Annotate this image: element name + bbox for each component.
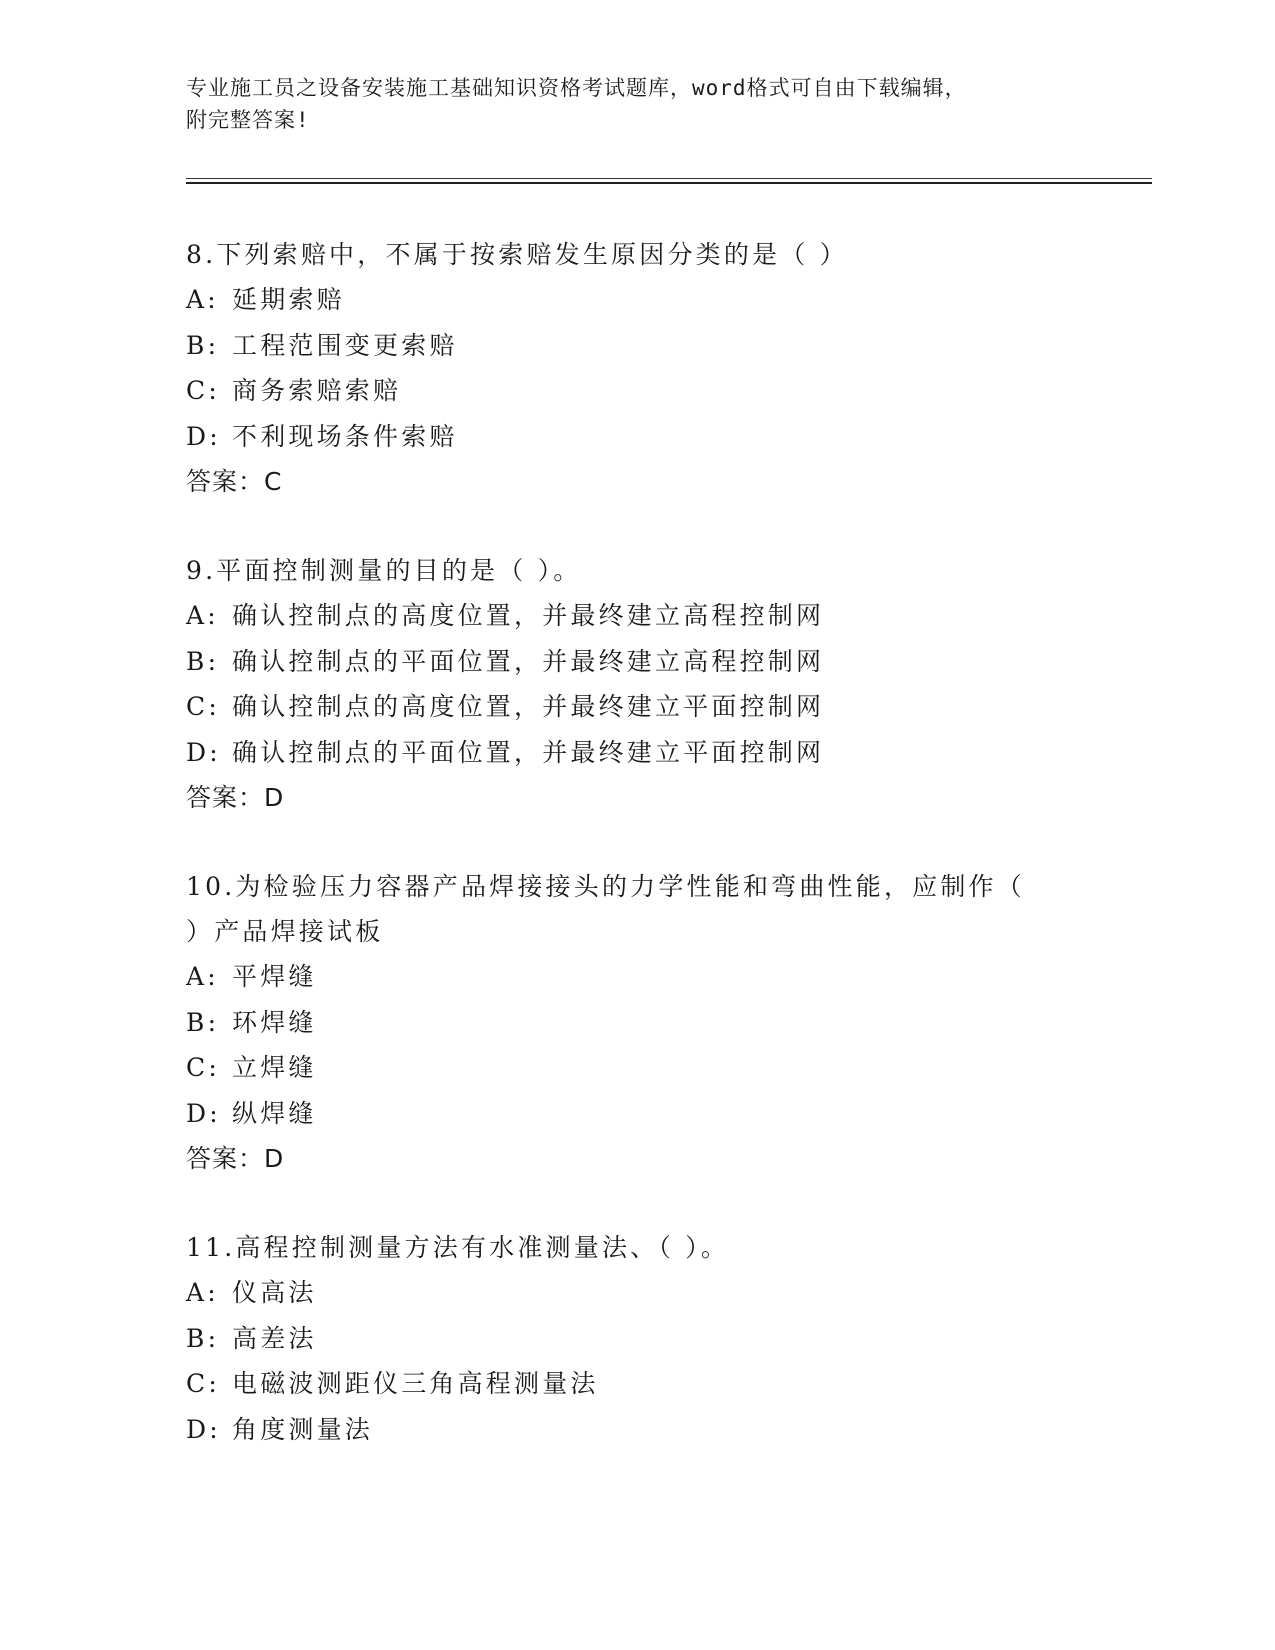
option-b [186, 639, 1086, 685]
option-letter: C: [186, 376, 220, 405]
option-text: 环焊缝 [232, 1007, 317, 1037]
option-text: 角度测量法 [232, 1414, 374, 1444]
option-letter: C: [186, 1053, 220, 1082]
question-9 [186, 548, 1086, 820]
question-10 [186, 864, 1086, 1181]
option-text: 纵焊缝 [232, 1098, 317, 1128]
option-d [186, 414, 1086, 460]
option-c [186, 1361, 1086, 1407]
option-text: 电磁波测距仪三角高程测量法 [232, 1369, 599, 1398]
option-letter: A: [186, 601, 219, 630]
option-text: 确认控制点的高度位置，并最终建立高程控制网 [232, 601, 825, 630]
option-a [186, 277, 1086, 323]
document-header [186, 72, 1086, 136]
option-letter: D: [186, 1414, 221, 1444]
option-a [186, 954, 1086, 1000]
option-text: 工程范围变更索赔 [232, 330, 458, 360]
question-stem: 9.平面控制测量的目的是（ ）。 [186, 556, 582, 585]
option-d [186, 730, 1086, 776]
option-letter: B: [186, 1323, 220, 1353]
option-text: 高差法 [232, 1323, 317, 1353]
option-text: 仪高法 [232, 1278, 317, 1307]
option-text: 确认控制点的平面位置，并最终建立高程控制网 [232, 646, 825, 676]
option-text: 商务索赔索赔 [232, 376, 402, 405]
question-stem: 11.高程控制测量方法有水准测量法、（ ）。 [186, 1233, 730, 1262]
option-letter: A: [186, 1278, 219, 1307]
option-text: 不利现场条件索赔 [232, 421, 458, 451]
option-b [186, 323, 1086, 369]
answer-line: 答案：D [186, 783, 285, 812]
option-letter: B: [186, 330, 220, 360]
header-divider-thick [186, 182, 1152, 184]
question-11 [186, 1225, 1086, 1452]
answer-line: 答案：D [186, 1144, 285, 1173]
option-text: 立焊缝 [232, 1053, 317, 1082]
option-b [186, 1000, 1086, 1046]
option-text: 延期索赔 [232, 285, 345, 314]
option-a [186, 1270, 1086, 1316]
option-letter: B: [186, 1007, 220, 1037]
question-8 [186, 232, 1086, 504]
option-letter: B: [186, 646, 220, 676]
option-d [186, 1091, 1086, 1137]
option-letter: A: [186, 285, 219, 314]
option-c [186, 368, 1086, 414]
header-line-1: 专业施工员之设备安装施工基础知识资格考试题库，word格式可自由下载编辑， [186, 76, 967, 100]
option-c [186, 684, 1086, 730]
option-b [186, 1316, 1086, 1362]
question-stem: 8.下列索赔中，不属于按索赔发生原因分类的是（ ） [186, 240, 848, 269]
option-a [186, 593, 1086, 639]
header-line-2: 附完整答案! [186, 108, 310, 132]
option-letter: C: [186, 1369, 220, 1398]
option-text: 确认控制点的高度位置，并最终建立平面控制网 [232, 692, 825, 721]
option-text: 确认控制点的平面位置，并最终建立平面控制网 [232, 737, 825, 767]
question-list [186, 232, 1086, 1496]
option-d [186, 1407, 1086, 1453]
option-text: 平焊缝 [232, 962, 317, 991]
option-letter: D: [186, 1098, 221, 1128]
option-letter: A: [186, 962, 219, 991]
header-divider-thin [186, 178, 1152, 179]
answer-line: 答案：C [186, 467, 283, 496]
option-letter: D: [186, 421, 221, 451]
option-c [186, 1045, 1086, 1091]
question-stem: 10.为检验压力容器产品焊接接头的力学性能和弯曲性能，应制作（ ）产品焊接试板 [186, 872, 1037, 946]
option-letter: D: [186, 737, 221, 767]
option-letter: C: [186, 692, 220, 721]
